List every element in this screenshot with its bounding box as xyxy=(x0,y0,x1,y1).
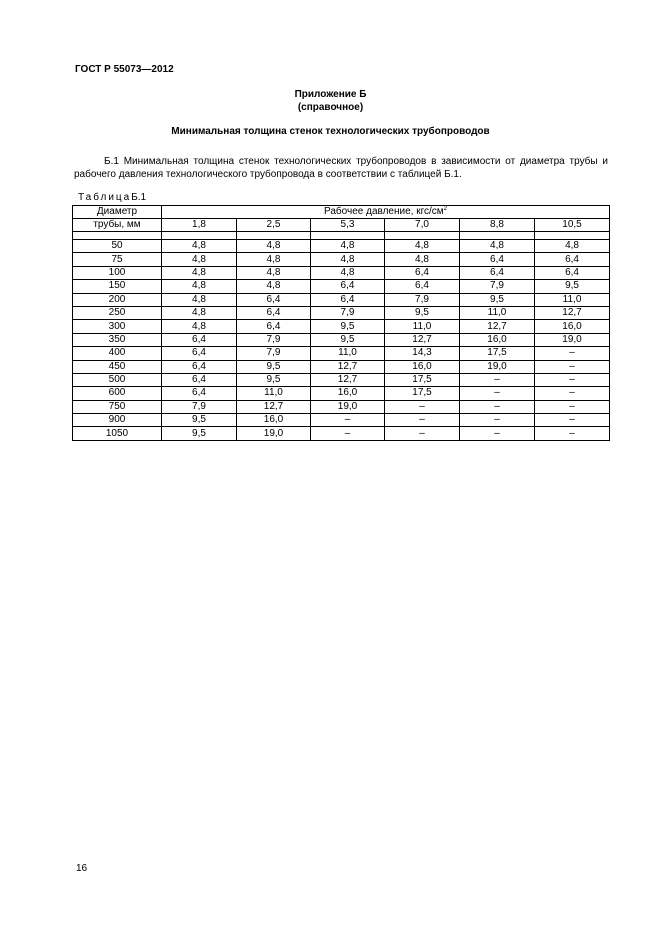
thickness-cell: 12,7 xyxy=(535,306,610,319)
pressure-unit-superscript: 2 xyxy=(443,206,448,212)
thickness-cell: – xyxy=(460,387,535,400)
diameter-cell: 750 xyxy=(73,400,162,413)
thickness-cell: – xyxy=(535,347,610,360)
thickness-cell: 6,4 xyxy=(460,266,535,279)
thickness-cell: 16,0 xyxy=(311,387,385,400)
thickness-cell: – xyxy=(460,373,535,386)
thickness-cell: 4,8 xyxy=(162,280,237,293)
thickness-cell: 11,0 xyxy=(535,293,610,306)
thickness-cell: 6,4 xyxy=(162,387,237,400)
table-row xyxy=(73,427,610,440)
pressure-header-cell: 8,8 xyxy=(460,219,535,232)
table-header-row-1 xyxy=(73,206,610,219)
diameter-cell: 350 xyxy=(73,333,162,346)
pressure-header xyxy=(162,206,610,219)
thickness-cell: 19,0 xyxy=(237,427,311,440)
thickness-cell: 12,7 xyxy=(237,400,311,413)
thickness-cell: 9,5 xyxy=(311,320,385,333)
thickness-cell: 7,9 xyxy=(385,293,460,306)
page-number: 16 xyxy=(76,863,88,874)
pressure-header-cell: 2,5 xyxy=(237,219,311,232)
thickness-cell: – xyxy=(385,414,460,427)
table-row xyxy=(73,333,610,346)
thickness-cell: 19,0 xyxy=(311,400,385,413)
thickness-cell: 16,0 xyxy=(460,333,535,346)
thickness-cell: 4,8 xyxy=(311,266,385,279)
table-row xyxy=(73,387,610,400)
thickness-cell: 9,5 xyxy=(311,333,385,346)
diameter-cell: 900 xyxy=(73,414,162,427)
thickness-cell: 6,4 xyxy=(237,306,311,319)
thickness-cell: 12,7 xyxy=(311,360,385,373)
pressure-header-cell: 1,8 xyxy=(162,219,237,232)
diameter-cell: 400 xyxy=(73,347,162,360)
table-row xyxy=(73,320,610,333)
thickness-cell: – xyxy=(535,427,610,440)
thickness-cell: 6,4 xyxy=(162,347,237,360)
table-caption xyxy=(78,192,146,203)
diameter-cell: 600 xyxy=(73,387,162,400)
thickness-cell: 4,8 xyxy=(311,240,385,253)
thickness-cell: 4,8 xyxy=(162,253,237,266)
thickness-cell: 16,0 xyxy=(237,414,311,427)
thickness-cell: – xyxy=(460,414,535,427)
appendix-type: (справочное) xyxy=(297,102,364,113)
thickness-cell: 7,9 xyxy=(162,400,237,413)
pressure-header-cell: 5,3 xyxy=(311,219,385,232)
table-row xyxy=(73,253,610,266)
table-row xyxy=(73,306,610,319)
thickness-cell: 17,5 xyxy=(385,373,460,386)
thickness-cell: – xyxy=(535,387,610,400)
table-row xyxy=(73,360,610,373)
thickness-cell: 9,5 xyxy=(162,427,237,440)
thickness-cell: – xyxy=(385,427,460,440)
thickness-cell: 12,7 xyxy=(460,320,535,333)
thickness-cell: 12,7 xyxy=(385,333,460,346)
thickness-cell: 4,8 xyxy=(162,240,237,253)
diameter-header-bottom: трубы, мм xyxy=(73,219,162,232)
thickness-cell: 4,8 xyxy=(162,320,237,333)
thickness-cell: 6,4 xyxy=(162,373,237,386)
thickness-cell: 11,0 xyxy=(460,306,535,319)
pressure-header-cell: 10,5 xyxy=(535,219,610,232)
table-row xyxy=(73,414,610,427)
thickness-cell: 11,0 xyxy=(385,320,460,333)
header-gap-row xyxy=(73,232,610,240)
table-row xyxy=(73,240,610,253)
thickness-cell: 9,5 xyxy=(385,306,460,319)
thickness-cell: 6,4 xyxy=(237,320,311,333)
thickness-cell: 4,8 xyxy=(237,280,311,293)
thickness-cell: 17,5 xyxy=(385,387,460,400)
table-header-row-2 xyxy=(73,219,610,232)
thickness-cell: 12,7 xyxy=(311,373,385,386)
thickness-cell: – xyxy=(535,414,610,427)
diameter-cell: 250 xyxy=(73,306,162,319)
thickness-cell: 6,4 xyxy=(460,253,535,266)
diameter-cell: 50 xyxy=(73,240,162,253)
thickness-cell: 11,0 xyxy=(311,347,385,360)
thickness-cell: – xyxy=(535,373,610,386)
diameter-cell: 450 xyxy=(73,360,162,373)
wall-thickness-table xyxy=(72,205,610,441)
diameter-cell: 75 xyxy=(73,253,162,266)
appendix-heading: Минимальная толщина стенок технологических трубопроводов xyxy=(171,126,490,137)
intro-paragraph: Б.1 Минимальная толщина стенок технологических трубопроводов в зависимости от диаметра трубы и рабочего давления технологического трубопровода в соответствии с таблицей Б.1. xyxy=(74,156,608,180)
thickness-cell: 19,0 xyxy=(535,333,610,346)
pressure-header-cell: 7,0 xyxy=(385,219,460,232)
thickness-cell: 9,5 xyxy=(535,280,610,293)
diameter-cell: 100 xyxy=(73,266,162,279)
table-row xyxy=(73,373,610,386)
thickness-cell: 4,8 xyxy=(237,266,311,279)
table-caption-number: Б.1 xyxy=(131,192,147,203)
thickness-cell: 4,8 xyxy=(460,240,535,253)
thickness-cell: – xyxy=(385,400,460,413)
thickness-cell: – xyxy=(311,414,385,427)
thickness-cell: 4,8 xyxy=(385,240,460,253)
thickness-cell: 4,8 xyxy=(162,266,237,279)
thickness-cell: 6,4 xyxy=(237,293,311,306)
thickness-cell: 16,0 xyxy=(535,320,610,333)
pressure-header-text: Рабочее давление, кгс/см xyxy=(324,206,444,217)
diameter-cell: 200 xyxy=(73,293,162,306)
thickness-cell: 6,4 xyxy=(535,266,610,279)
diameter-header-top: Диаметр xyxy=(73,206,162,219)
appendix-title: Приложение Б xyxy=(294,89,367,100)
thickness-cell: 7,9 xyxy=(460,280,535,293)
table-caption-word: Таблица xyxy=(78,192,132,203)
thickness-cell: 19,0 xyxy=(460,360,535,373)
thickness-cell: 9,5 xyxy=(237,373,311,386)
thickness-cell: 7,9 xyxy=(311,306,385,319)
thickness-cell: 6,4 xyxy=(535,253,610,266)
thickness-cell: 4,8 xyxy=(311,253,385,266)
table-row xyxy=(73,347,610,360)
diameter-cell: 500 xyxy=(73,373,162,386)
thickness-cell: 4,8 xyxy=(385,253,460,266)
thickness-cell: 14,3 xyxy=(385,347,460,360)
thickness-cell: – xyxy=(535,400,610,413)
thickness-cell: – xyxy=(535,360,610,373)
thickness-cell: 4,8 xyxy=(535,240,610,253)
thickness-cell: 7,9 xyxy=(237,333,311,346)
thickness-cell: 4,8 xyxy=(162,293,237,306)
thickness-cell: 7,9 xyxy=(237,347,311,360)
diameter-cell: 300 xyxy=(73,320,162,333)
thickness-cell: 4,8 xyxy=(237,253,311,266)
thickness-cell: 11,0 xyxy=(237,387,311,400)
diameter-cell: 150 xyxy=(73,280,162,293)
thickness-cell: 9,5 xyxy=(460,293,535,306)
thickness-cell: 6,4 xyxy=(311,293,385,306)
thickness-cell: 9,5 xyxy=(162,414,237,427)
thickness-cell: 6,4 xyxy=(385,266,460,279)
thickness-cell: 6,4 xyxy=(311,280,385,293)
thickness-cell: 4,8 xyxy=(237,240,311,253)
thickness-cell: 6,4 xyxy=(162,360,237,373)
table-row xyxy=(73,280,610,293)
thickness-cell: 16,0 xyxy=(385,360,460,373)
table-row xyxy=(73,400,610,413)
thickness-cell: 17,5 xyxy=(460,347,535,360)
thickness-cell: 6,4 xyxy=(162,333,237,346)
diameter-cell: 1050 xyxy=(73,427,162,440)
thickness-cell: 9,5 xyxy=(237,360,311,373)
thickness-cell: – xyxy=(460,427,535,440)
thickness-cell: 6,4 xyxy=(385,280,460,293)
thickness-cell: – xyxy=(311,427,385,440)
table-row xyxy=(73,266,610,279)
table-row xyxy=(73,293,610,306)
thickness-cell: 4,8 xyxy=(162,306,237,319)
document-standard-header: ГОСТ Р 55073—2012 xyxy=(75,64,174,75)
thickness-cell: – xyxy=(460,400,535,413)
